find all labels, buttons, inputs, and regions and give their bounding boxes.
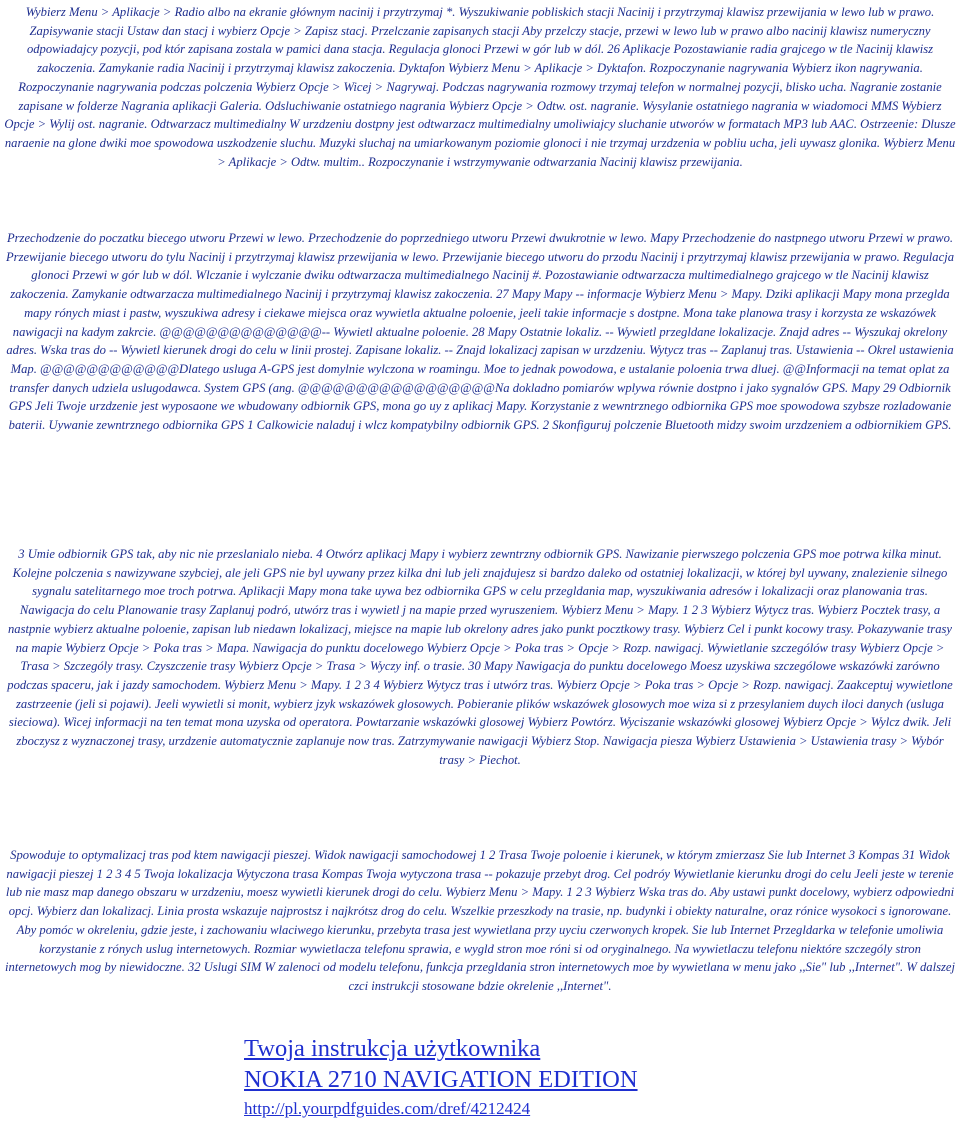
source-url-link[interactable]: http://pl.yourpdfguides.com/dref/4212424 [244, 1099, 531, 1118]
text-block-player-maps-gps [4, 229, 956, 435]
paragraph: Przechodzenie do poczatku biecego utworu Przewi w lewo. Przechodzenie do poprzedniego utworu Przewi dwukrotnie w lewo. Mapy Przechodzenie do nastpnego utworu Przewi w prawo. Przewijanie biecego utworu do tylu Nacinij i przytrzymaj klawisz przewijania w lewo. Przewijanie biecego utworu do przodu Nacinij i przytrzymaj klawisz przewijania w prawo. Regulacja glonoci Przewi w gór lub w dól. Wlczanie i wylczanie dwiku odtwarzacza multimedialnego Nacinij #. Pozostawianie odtwarzacza multimedialnego grajcego w tle Nacinij klawisz zakoczenia. Zamykanie odtwarzacza multimedialnego Nacinij i przytrzymaj klawisz zakoczenia. 27 Mapy Mapy -- informacje Wybierz Menu > Mapy. Dziki aplikacji Mapy mona przeglda mapy rónych miast i pastw, wyszukiwa adresy i ciekawe miejsca oraz wywietla aktualne poloenie, jeeli takie informacje s dostpne. Mona take planowa trasy i korzysta ze wskazówek nawigacji na kadym zakrcie. @@@@@@@@@@@@@@-- Wywietl aktualne poloenie. 28 Mapy Ostatnie lokaliz. -- Wywietl przegldane lokalizacje. Znajd adres -- Wyszukaj okrelony adres. Wska tras do -- Wywietl kierunek drogi do celu w linii prostej. Zapisane lokaliz. -- Znajd lokalizacj zapisan w urzdzeniu. Wytycz tras -- Zaplanuj tras. Ustawienia -- Okrel ustawienia Map. @@@@@@@@@@@@Dlatego usluga A-GPS jest domylnie wylczona w roamingu. Moe to jednak powodowa, e ustalanie poloenia trwa dluej. @@Informacji na temat oplat za transfer danych udziela uslugodawca. System GPS (ang. @@@@@@@@@@@@@@@@@Na dokladno pomiarów wplywa równie dostpno i jako sygnalów GPS. Mapy 29 Odbiornik GPS Jeli Twoje urzdzenie jest wyposaone we wbudowany odbiornik GPS, mona go uy z aplikacj Mapy. Korzystanie z wewntrznego odbiornika GPS moe spowodowa szybsze rozladowanie baterii. Uywanie zewntrznego odbiornika GPS 1 Calkowicie naladuj i wlcz kompatybilny odbiornik GPS. 2 Skonfiguruj polczenie Bluetooth midzy swoim urzdzeniem a odbiornikiem GPS. [5, 231, 954, 433]
text-block-walking-internet [4, 846, 956, 996]
paragraph: Wybierz Menu > Aplikacje > Radio albo na ekranie głównym nacinij i przytrzymaj *. Wyszukiwanie pobliskich stacji Nacinij i przytrzymaj klawisz przewijania w lewo lub w prawo. Zapisywanie stacji Ustaw dan stacj i wybierz Opcje > Zapisz stacj. Przelczanie zapisanych stacji Aby przelczy stacje, przewi w lewo lub w prawo albo nacinij klawisz numeryczny odpowiadajcy pozycji, pod któr zapisana zostala w pamici dana stacja. Regulacja glonoci Przewi w gór lub w dól. 26 Aplikacje Pozostawianie radia grajcego w tle Nacinij klawisz zakoczenia. Zamykanie radia Nacinij i przytrzymaj klawisz zakoczenia. Dyktafon Wybierz Menu > Aplikacje > Dyktafon. Rozpoczynanie nagrywania Wybierz ikon nagrywania. Rozpoczynanie nagrywania podczas polczenia Wybierz Opcje > Wicej > Nagrywaj. Podczas nagrywania rozmowy trzymaj telefon w normalnej pozycji, blisko ucha. Nagranie zostanie zapisane w folderze Nagrania aplikacji Galeria. Odsluchiwanie ostatniego nagrania Wybierz Opcje > Odtw. ost. nagranie. Wysylanie ostatniego nagrania w wiadomoci MMS Wybierz Opcje > Wylij ost. nagranie. Odtwarzacz multimedialny W urzdzeniu dostpny jest odtwarzacz multimedialny umoliwiajcy sluchanie utworów w formatach MP3 lub AAC. Ostrzeenie: Dlusze naraenie na glone dwiki moe spowodowa uszkodzenie sluchu. Muzyki sluchaj na umiarkowanym poziomie glonoci i nie trzymaj urzdzenia w pobliu ucha, jeli uywasz glonika. Wybierz Menu > Aplikacje > Odtw. multim.. Rozpoczynanie i wstrzymywanie odtwarzania Nacinij klawisz przewijania. [4, 5, 956, 169]
paragraph: 3 Umie odbiornik GPS tak, aby nic nie przeslanialo nieba. 4 Otwórz aplikacj Mapy i wybierz zewntrzny odbiornik GPS. Nawizanie pierwszego polczenia GPS moe potrwa kilka minut. Kolejne polczenia s nawizywane szybciej, ale jeli GPS nie byl uywany przez kilka dni lub jeli znajdujesz si bardzo daleko od ostatniej lokalizacji, w której byl uywany, znalezienie silnego sygnalu satelitarnego moe troch potrwa. Aplikacji Mapy mona take uywa bez odbiornika GPS w celu przegldania map, wyszukiwania adresów i lokalizacji oraz planowania tras. Nawigacja do celu Planowanie trasy Zaplanuj podró, utwórz tras i wywietl j na mapie przed wyruszeniem. Wybierz Menu > Mapy. 1 2 3 Wybierz Wytycz tras. Wybierz Pocztek trasy, a nastpnie wybierz aktualne poloenie, zapisan lub niedawn lokalizacj, miejsce na mapie lub okrelony adres jako punkt pocztkowy trasy. Wybierz Cel i punkt kocowy trasy. Pokazywanie trasy na mapie Wybierz Opcje > Poka tras > Mapa. Nawigacja do punktu docelowego Wybierz Opcje > Poka tras > Opcje > Rozp. nawigacj. Wywietlanie szczególów trasy Wybierz Opcje > Trasa > Szczególy trasy. Czyszczenie trasy Wybierz Opcje > Trasa > Wyczy inf. o trasie. 30 Mapy Nawigacja do punktu docelowego Moesz uzyskiwa szczególowe wskazówki zarówno podczas spaceru, jak i jazdy samochodem. Wybierz Menu > Mapy. 1 2 3 4 Wybierz Wytycz tras i utwórz tras. Wybierz Opcje > Poka tras > Opcje > Rozp. nawigacj. Zaakceptuj wywietlone zastrzeenie (jeli si pojawi). Jeeli wywietli si monit, wybierz jzyk wskazówek glosowych. Pobieranie plików wskazówek glosowych moe wiza si z przesylaniem duych iloci danych (usluga sieciowa). Wicej informacji na ten temat mona uzyska od operatora. Powtarzanie wskazówki glosowej Wybierz Powtórz. Wyciszanie wskazówki glosowej Wybierz Opcje > Wylcz dwik. Jeli zboczysz z wyznaczonej trasy, urzdzenie automatycznie zaplanuje now tras. Zatrzymywanie nawigacji Wybierz Stop. Nawigacja piesza Wybierz Ustawienia > Ustawienia trasy > Wybór trasy > Piechot. [7, 547, 953, 767]
text-block-radio-dictaphone-player [4, 3, 956, 171]
text-block-navigation [4, 545, 956, 769]
manual-title-link[interactable]: Twoja instrukcja użytkownika [244, 1035, 541, 1062]
paragraph: Spowoduje to optymalizacj tras pod ktem nawigacji pieszej. Widok nawigacji samochodowej 1 2 Trasa Twoje poloenie i kierunek, w którym zmierzasz Sie lub Internet 3 Kompas 31 Widok nawigacji pieszej 1 2 3 4 5 Twoja lokalizacja Wytyczona trasa Kompas Twoja wytyczona trasa -- pokazuje przebyt drog. Cel podróy Wywietlanie kierunku drogi do celu Jeeli jeste w terenie lub nie masz map danego obszaru w urzdzeniu, moesz wywietli kierunek drogi do celu. Wybierz Menu > Mapy. 1 2 3 Wybierz Wska tras do. Aby ustawi punkt docelowy, wybierz odpowiedni opcj. Wybierz dan lokalizacj. Linia prosta wskazuje najprostsz i najkrótsz drog do celu. Wszelkie przeszkody na trasie, np. budynki i obiekty naturalne, oraz rónice wysokoci s ignorowane. Aby pomóc w okreleniu, gdzie jeste, i zachowaniu wlaciwego kierunku, przebyta trasa jest wywietlana przy uyciu czerwonych kropek. Sie lub Internet Przegldarka w telefonie umoliwia korzystanie z rónych uslug internetowych. Rozmiar wywietlacza telefonu sprawia, e wygld stron moe róni si od oryginalnego. Na wywietlaczu telefonu niektóre szczególy stron internetowych mog by niewidoczne. 32 Uslugi SIM W zalenoci od modelu telefonu, funkcja przegldania stron internetowych moe by wywietlana w menu jako ,,Sie" lub ,,Internet". W dalszej czci instrukcji stosowane bdzie okrelenie ,,Internet". [5, 848, 955, 993]
footer-links [244, 1034, 638, 1122]
product-name-link[interactable]: NOKIA 2710 NAVIGATION EDITION [244, 1066, 638, 1093]
